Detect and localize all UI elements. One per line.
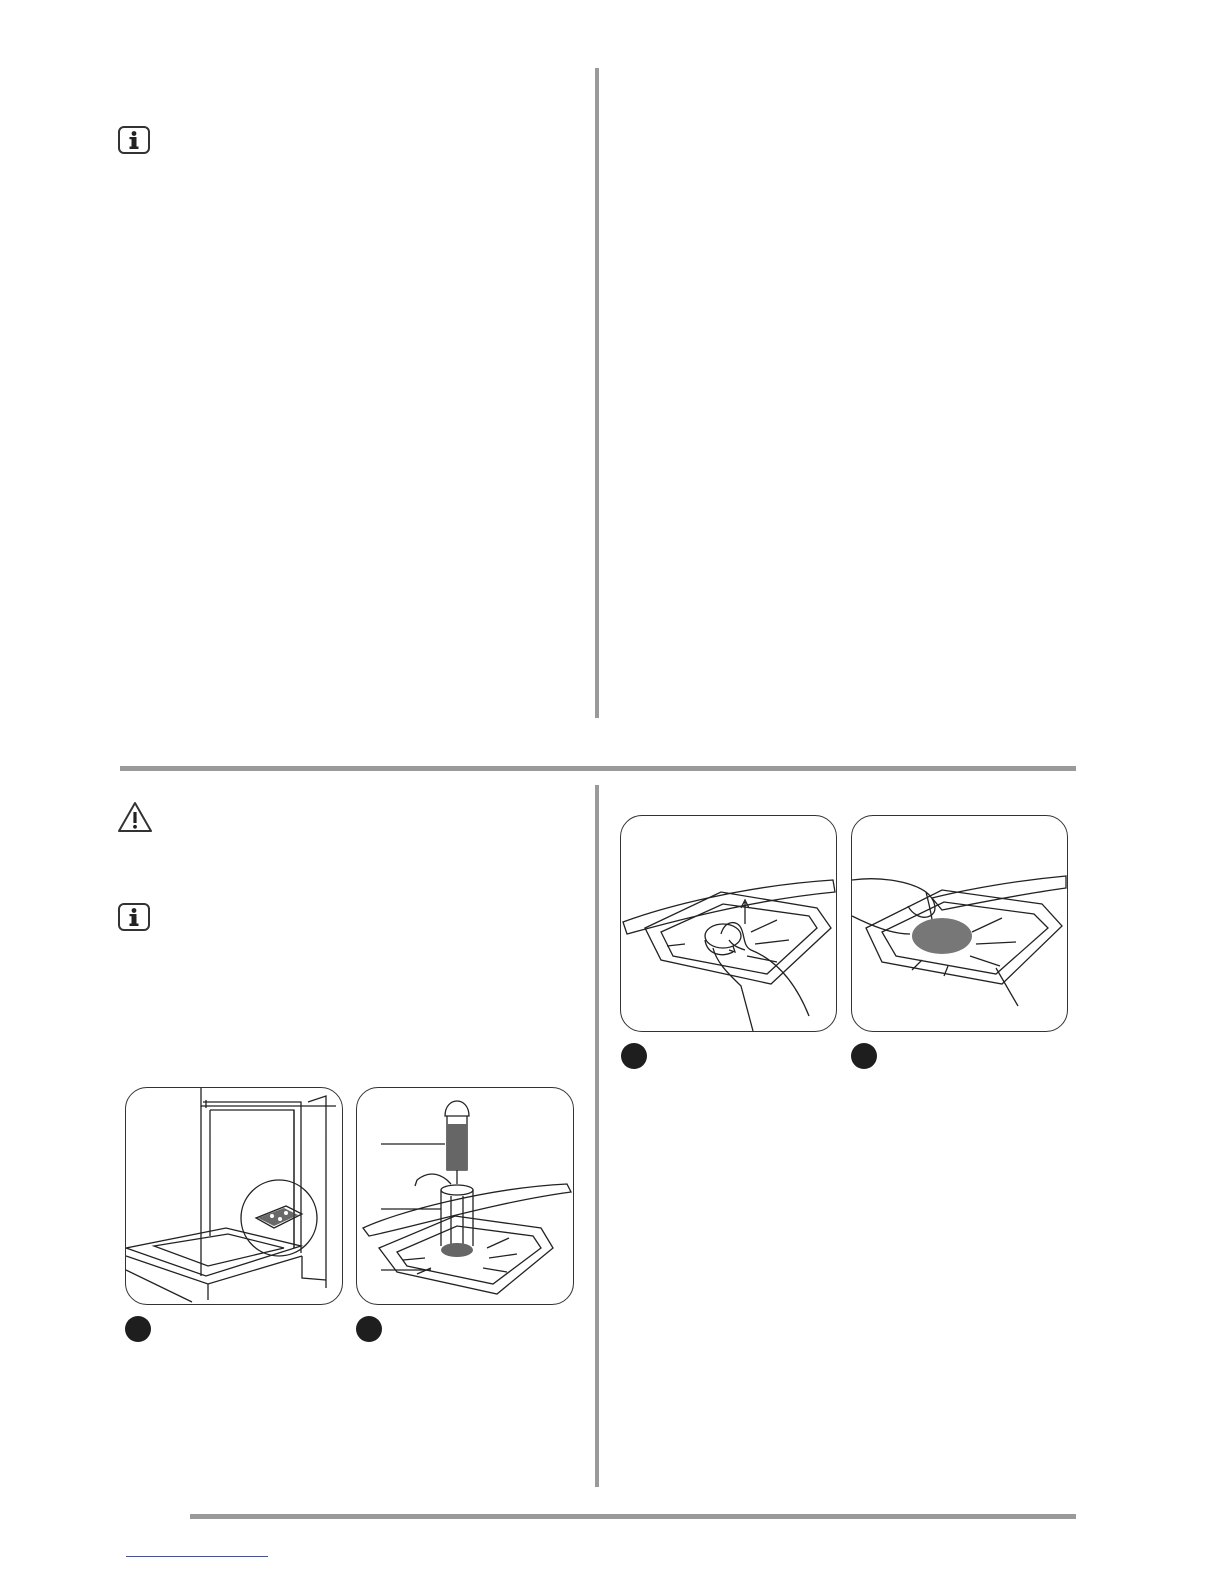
figure-dishwasher-open (125, 1087, 343, 1305)
step-marker (851, 1043, 877, 1069)
figure-flat-filter-clean (851, 815, 1068, 1032)
section-divider (120, 766, 1076, 771)
step-marker (356, 1316, 382, 1342)
warning-icon (116, 800, 154, 834)
footer-divider (190, 1514, 1076, 1519)
step-marker (621, 1043, 647, 1069)
footer-link-underline[interactable] (126, 1556, 268, 1557)
info-icon (117, 902, 151, 932)
step-marker (125, 1316, 151, 1342)
figure-filter-assembly (356, 1087, 574, 1305)
info-icon (117, 125, 151, 155)
figure-filter-removal (620, 815, 837, 1032)
column-divider-top (595, 68, 599, 718)
column-divider-bottom (595, 785, 599, 1487)
